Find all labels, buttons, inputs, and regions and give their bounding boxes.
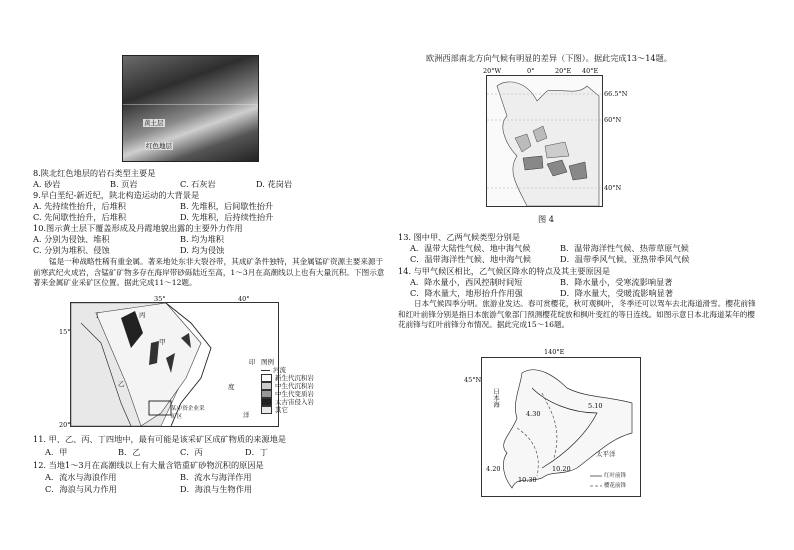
q11-option-a: A．甲 — [45, 447, 68, 457]
q12-option-b: B．流水与海洋作用 — [180, 472, 252, 482]
mining-area-map — [59, 295, 314, 429]
legend-item-archean: 太古宙侵入岩 — [261, 398, 321, 406]
europe-climate-map — [483, 67, 628, 207]
map3-legend-sakura: 樱花前锋 — [604, 483, 627, 489]
map1-place-du: 度 — [228, 383, 235, 391]
map3-date-1030: 10.30 — [518, 476, 537, 484]
map1-place-bing: 丙 — [139, 311, 146, 319]
hokkaido-front-map — [464, 348, 641, 497]
q12-option-a: A．流水与海浪作用 — [45, 472, 117, 482]
map1-lat-20: 20° — [59, 421, 71, 429]
q10-option-d: D. 均为侵蚀 — [180, 245, 225, 255]
passage-sakura: 日本气候四季分明。旅游业发达。春可赏樱花，秋可观枫叶，冬季还可以驾车去北海道滑雪。樱花前锋和红叶前锋分别是指日本旅游气象部门预测樱花绽放和枫叶变红的等日连线。如图示意日本北海道某年的樱花前锋与红叶前锋分布情况。据此完成15～16题。 — [398, 299, 756, 330]
map2-lon-0: 0° — [527, 67, 535, 75]
q11-option-c: C．丙 — [180, 447, 203, 457]
legend-item-river: 河流 — [261, 366, 321, 374]
q8-option-b: B. 页岩 — [110, 179, 138, 189]
q14-option-b: B．降水量小，受寒流影响显著 — [560, 277, 673, 287]
q9-option-a: A. 先持续性抬升，后堆积 — [33, 201, 126, 211]
q10-option-b: B. 均为堆积 — [180, 234, 224, 244]
map2-lat-40: 40°N — [604, 184, 622, 192]
q11-stem: 11. 甲、乙、丙、丁四地中，最有可能是该采矿区成矿物质的来源地是 — [33, 434, 287, 444]
q12-option-c: C．海浪与风力作用 — [45, 484, 117, 494]
q10-option-a: A. 分别为侵蚀、堆积 — [33, 234, 110, 244]
q13-option-d: D．温带季风气候、亚热带季风气候 — [560, 254, 690, 264]
legend-item-other: 其它 — [261, 406, 321, 414]
map1-mine-label: 某中资企业采矿区 — [171, 406, 205, 420]
map3-sea-japan: 日本海 — [492, 388, 500, 408]
map2-lon-20e: 20°E — [555, 67, 572, 75]
q9-option-b: B. 先堆积，后间歇性抬升 — [180, 201, 274, 211]
q8-stem: 8.陕北红色地层的岩石类型主要是 — [33, 168, 156, 178]
q13-option-b: B．温带海洋性气候、热带草原气候 — [560, 243, 689, 253]
map1-lon-35: 35° — [154, 295, 166, 303]
map1-lat-15: 15° — [59, 328, 71, 336]
map2-lat-60: 60°N — [604, 116, 622, 124]
map1-place-yi: 乙 — [118, 380, 125, 388]
map1-place-ding: 丁 — [94, 311, 101, 319]
map1-place-yin: 印 — [249, 358, 256, 366]
map2-lat-66: 66.5°N — [604, 90, 628, 98]
map3-lon-140e: 140°E — [544, 348, 565, 356]
map3-date-430: 4.30 — [526, 410, 541, 418]
legend-title: 图例 — [261, 358, 274, 366]
legend-item-cenozoic-sed: 新生代沉积岩 — [261, 374, 321, 382]
legend-item-mesozoic-sed: 中生代沉积岩 — [261, 382, 321, 390]
q14-option-d: D．降水量大，受暖流影响显著 — [560, 288, 674, 298]
q13-option-a: A．温带大陆性气候、地中海气候 — [410, 243, 531, 253]
legend-item-mesozoic-meta: 中生代变质岩 — [261, 390, 321, 398]
q13-stem: 13. 图中甲、乙两气候类型分别是 — [398, 232, 521, 242]
q9-option-d: D. 先堆积，后持续性抬升 — [180, 212, 274, 222]
europe-intro: 欧洲西部南北方向气候有明显的差异（下图）。据此完成13～14题。 — [426, 53, 672, 63]
map1-place-yang: 洋 — [243, 411, 250, 419]
q12-option-d: D．海浪与生物作用 — [180, 484, 253, 494]
loess-cliff-photo — [122, 55, 259, 162]
q8-option-a: A. 砂岩 — [33, 179, 61, 189]
map2-lon-40e: 40°E — [582, 67, 599, 75]
map3-date-510: 5.10 — [588, 402, 603, 410]
q13-option-c: C．温带海洋性气候、地中海气候 — [410, 254, 531, 264]
q9-stem: 9.早白垩纪-新近纪，陕北构造运动的大背景是 — [33, 190, 200, 200]
passage-manganese: 锰是一种战略性稀有重金属。著来地处东非大裂谷带，其成矿条件独特，其金属锰矿资源主要来源于前寒武纪火成岩，含锰矿矿物多存在海岸带砂砾陆近至高，1～3月在高潮线以上也有大量沉积。下图示意著来金属矿业采矿区位置。据此完成11～12题。 — [33, 257, 385, 288]
map3-lat-45n: 45°N — [464, 376, 482, 384]
q10-option-c: C. 分别为堆积、侵蚀 — [33, 245, 110, 255]
q8-option-d: D. 花岗岩 — [256, 179, 293, 189]
q14-option-c: C．降水量大，地形抬升作用强 — [410, 288, 523, 298]
q14-stem: 14. 与甲气候区相比，乙气候区降水的特点及其主要原因是 — [398, 266, 611, 276]
photo-label-red: 红色地层 — [146, 142, 172, 150]
q8-option-c: C. 石灰岩 — [180, 179, 216, 189]
photo-label-loess: 黄土层 — [144, 119, 164, 127]
q9-option-c: C. 先间歇性抬升，后堆积 — [33, 212, 127, 222]
map2-lon-20w: 20°W — [483, 67, 502, 75]
q12-stem: 12. 当地1～3月在高潮线以上有大量含锆重矿砂物沉积的原因是 — [33, 460, 264, 470]
q14-option-a: A．降水量小，西风控制时间短 — [410, 277, 523, 287]
q10-stem: 10.图示黄土层下覆盖形成及丹霞地貌出露的主要外力作用 — [33, 223, 243, 233]
map3-date-420: 4.20 — [486, 465, 501, 473]
map3-date-1020: 10.20 — [552, 465, 571, 473]
map3-sea-pacific: 太平洋 — [596, 450, 616, 458]
figure-4-caption: 图 4 — [538, 214, 554, 224]
map1-place-jia: 甲 — [159, 338, 166, 346]
q11-option-d: D．丁 — [245, 447, 268, 457]
map3-legend-maple: 红叶前锋 — [604, 473, 627, 479]
map1-legend — [261, 358, 321, 414]
q11-option-b: B．乙 — [118, 447, 141, 457]
map1-lon-40: 40° — [238, 295, 250, 303]
